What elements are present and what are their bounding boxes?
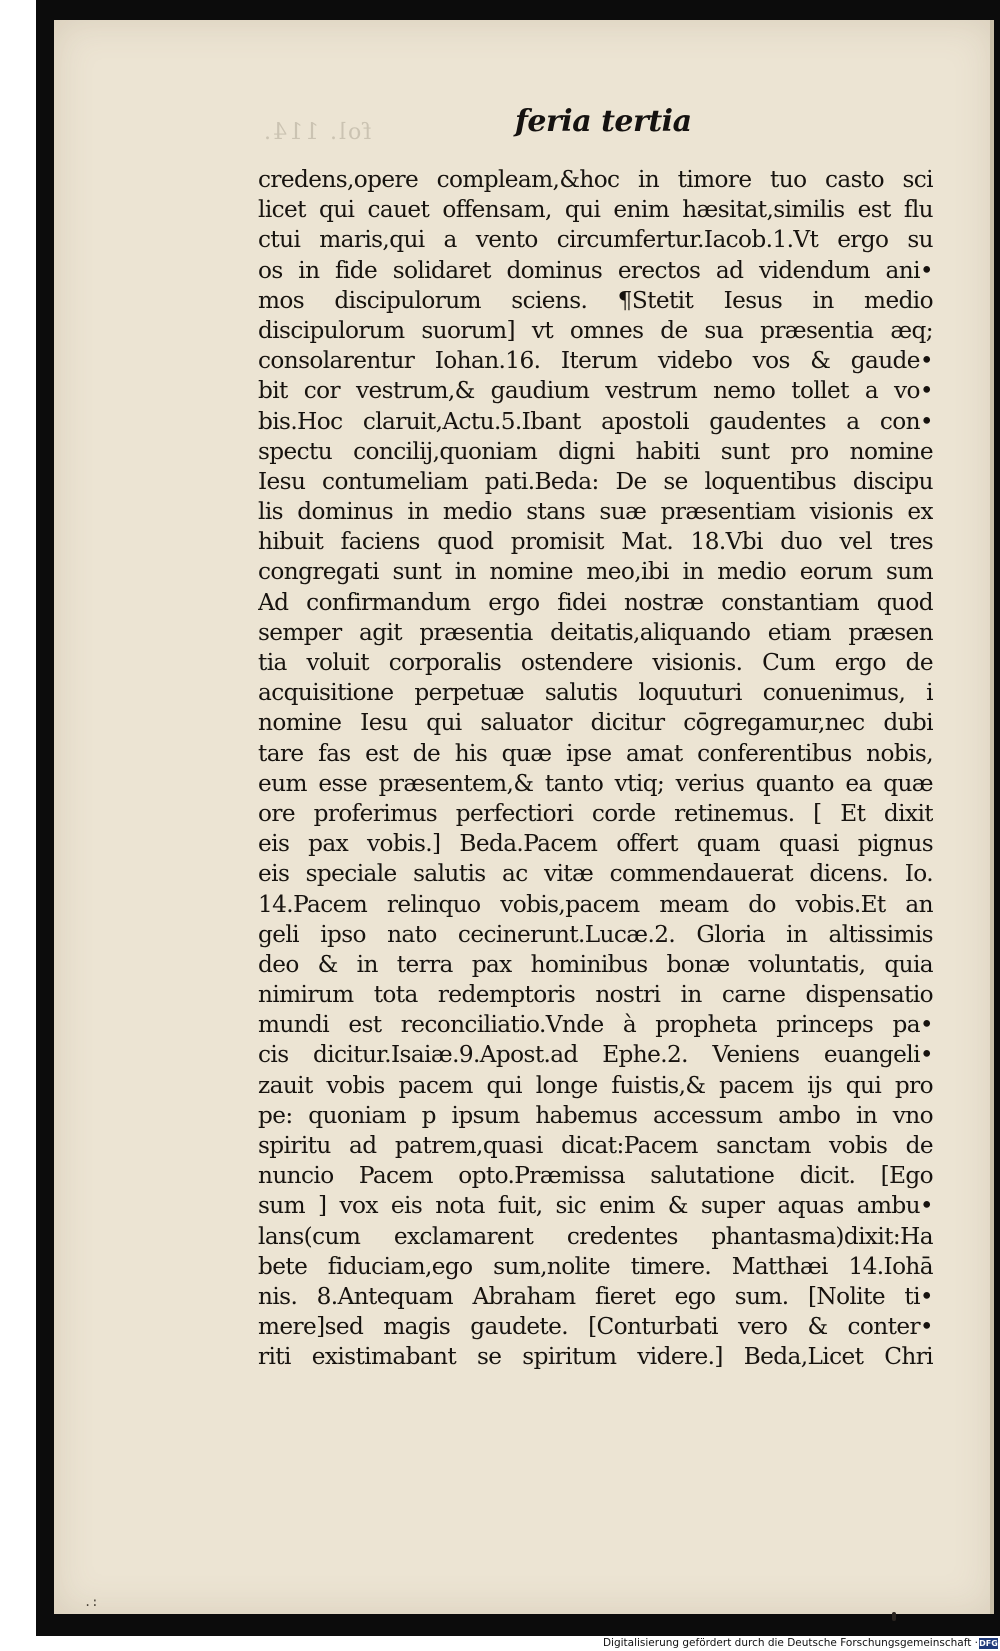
- text-line: semper agit præsentia deitatis,aliquando etiam præsen: [258, 618, 933, 646]
- text-line: pe: quoniam p ipsum habemus accessum ambo in vno: [258, 1101, 933, 1129]
- corner-specks: .:: [84, 1595, 99, 1609]
- text-line: spiritu ad patrem,quasi dicat:Pacem sanctam vobis de: [258, 1132, 933, 1159]
- running-head: feria tertia: [515, 104, 692, 139]
- text-block: [258, 165, 933, 1373]
- text-line: tare fas est de his quæ ipse amat conferentibus nobis,: [258, 739, 933, 767]
- text-line: mere]sed magis gaudete. [Conturbati vero & conter•: [258, 1313, 933, 1341]
- dfg-logo: DFG: [979, 1639, 998, 1648]
- text-line: mundi est reconciliatio.Vnde à propheta princeps pa•: [258, 1011, 933, 1039]
- text-line: nomine Iesu qui saluator dicitur cōgregamur,nec dubi: [258, 709, 933, 737]
- text-line: credens,opere compleam,&hoc in timore tuo casto sci: [258, 166, 933, 193]
- text-line: lis dominus in medio stans suæ præsentiam visionis ex: [258, 498, 933, 526]
- text-line: Iesu contumeliam pati.Beda: De se loquentibus discipu: [258, 467, 933, 495]
- text-line: consolarentur Iohan.16. Iterum videbo vos & gaude•: [258, 347, 933, 375]
- page-edge: [990, 20, 994, 1614]
- text-line: Ad confirmandum ergo fidei nostræ constantiam quod: [258, 588, 933, 616]
- text-line: nuncio Pacem opto.Præmissa salutatione dicit. [Ego: [258, 1162, 933, 1190]
- text-line: lans(cum exclamarent credentes phantasma)dixit:Ha: [258, 1222, 933, 1250]
- text-line: geli ipso nato cecinerunt.Lucæ.2. Gloria in altissimis: [258, 920, 933, 948]
- text-line: ore proferimus perfectiori corde retinemus. [ Et dixit: [258, 799, 933, 827]
- text-line: discipulorum suorum] vt omnes de sua præsentia æq;: [258, 316, 933, 344]
- text-line: zauit vobis pacem qui longe fuistis,& pacem ijs qui pro: [258, 1071, 933, 1099]
- footer-credit: Digitalisierung gefördert durch die Deutsche Forschungsgemeinschaft ·: [602, 1637, 978, 1649]
- page-mark: [892, 1612, 896, 1621]
- text-line: bit cor vestrum,& gaudium vestrum nemo tollet a vo•: [258, 377, 933, 405]
- text-line: spectu concilij,quoniam digni habiti sunt pro nomine: [258, 437, 933, 465]
- text-line: eis pax vobis.] Beda.Pacem offert quam quasi pignus: [258, 830, 933, 858]
- text-line: ctui maris,qui a vento circumfertur.Iacob.1.Vt ergo su: [258, 226, 933, 254]
- text-line: deo & in terra pax hominibus bonæ voluntatis, quia: [258, 950, 933, 978]
- text-line: acquisitione perpetuæ salutis loquuturi conuenimus, i: [258, 679, 933, 707]
- folio-bleedthrough: fol. 114.: [262, 120, 372, 145]
- text-line: cis dicitur.Isaiæ.9.Apost.ad Ephe.2. Veniens euangeli•: [258, 1041, 933, 1069]
- text-line: nis. 8.Antequam Abraham fieret ego sum. [Nolite ti•: [258, 1282, 933, 1310]
- text-line: riti existimabant se spiritum videre.] Beda,Licet Chri: [258, 1343, 933, 1371]
- text-line: eis speciale salutis ac vitæ commendauerat dicens. Io.: [258, 860, 933, 888]
- text-line: mos discipulorum sciens. ¶Stetit Iesus in medio: [258, 286, 933, 314]
- text-line: eum esse præsentem,& tanto vtiq; verius quanto ea quæ: [258, 769, 933, 797]
- text-line: sum ] vox eis nota fuit, sic enim & super aquas ambu•: [258, 1192, 933, 1220]
- text-line: licet qui cauet offensam, qui enim hæsitat,similis est flu: [258, 196, 933, 224]
- text-line: bete fiduciam,ego sum,nolite timere. Matthæi 14.Iohā: [258, 1252, 933, 1280]
- text-line: congregati sunt in nomine meo,ibi in medio eorum sum: [258, 558, 933, 586]
- text-line: 14.Pacem relinquo vobis,pacem meam do vobis.Et an: [258, 890, 933, 918]
- text-line: os in fide solidaret dominus erectos ad videndum ani•: [258, 256, 933, 284]
- text-line: hibuit faciens quod promisit Mat. 18.Vbi duo vel tres: [258, 528, 933, 556]
- text-line: bis.Hoc claruit,Actu.5.Ibant apostoli gaudentes a con•: [258, 407, 933, 435]
- text-line: tia voluit corporalis ostendere visionis. Cum ergo de: [258, 649, 933, 676]
- text-line: nimirum tota redemptoris nostri in carne dispensatio: [258, 981, 933, 1009]
